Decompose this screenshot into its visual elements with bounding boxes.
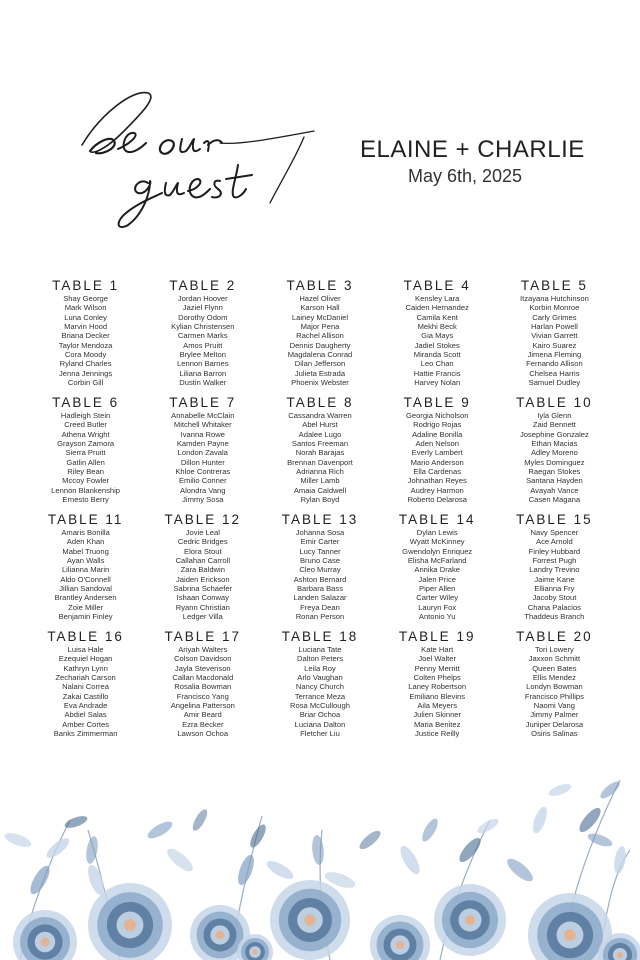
guest-name: Queen Bates — [532, 663, 577, 673]
guest-name: Mekhi Beck — [417, 322, 457, 332]
guest-name: Banks Zimmerman — [53, 729, 118, 739]
guest-name: Maria Benitez — [413, 719, 461, 729]
guest-name: Bruno Case — [299, 556, 341, 566]
guest-name: Mabel Truong — [62, 546, 109, 556]
guest-name: Kathryn Lynn — [63, 663, 108, 673]
guest-name: Naomi Vang — [533, 701, 575, 711]
guest-name: Jaziel Flynn — [182, 303, 223, 313]
guest-name: Thaddeus Branch — [524, 612, 585, 622]
guest-name: Justice Reilly — [415, 729, 460, 739]
guest-name: Jordan Hoover — [177, 294, 228, 303]
guest-name: Piper Allen — [419, 584, 456, 594]
guest-name: Jayla Stevenson — [174, 663, 231, 673]
guest-name: Nancy Church — [295, 682, 345, 692]
guest-name: Landry Trevino — [529, 565, 580, 575]
guest-name: Mario Anderson — [410, 457, 464, 467]
seating-grid — [27, 278, 613, 742]
guest-name: Lilianna Marin — [61, 565, 110, 575]
guest-name: Dorothy Odom — [178, 312, 228, 322]
guest-name: Jimmy Sosa — [182, 495, 224, 505]
guest-name: Major Pena — [300, 322, 340, 332]
guest-name: Josephine Gonzalez — [519, 429, 589, 439]
table-title: TABLE 7 — [169, 395, 237, 410]
guest-name: Casen Magana — [528, 495, 581, 505]
guest-name: Ezequiel Hogan — [58, 654, 113, 664]
table-title: TABLE 14 — [398, 512, 476, 527]
guest-name: Elora Stout — [184, 546, 222, 556]
guest-name: London Zavala — [177, 448, 228, 458]
guest-name: Lennon Blankenship — [51, 485, 120, 495]
guest-name: Briar Ochoa — [299, 710, 341, 720]
guest-name: Cleo Murray — [299, 565, 341, 575]
guest-name: Dennis Daugherty — [289, 340, 351, 350]
guest-name: Cassandra Warren — [288, 411, 352, 420]
guest-name: Zara Baldwin — [180, 565, 225, 575]
guest-name: Antonio Yu — [418, 612, 456, 622]
guest-name: Elisha McFarland — [407, 556, 467, 566]
guest-name: Nalani Correa — [62, 682, 110, 692]
guest-name: Angelina Patterson — [170, 701, 235, 711]
guest-name: Jimmy Palmer — [530, 710, 579, 720]
guest-name: Camila Kent — [416, 312, 458, 322]
guest-name: Hazel Oliver — [299, 294, 341, 303]
guest-name: Shay George — [63, 294, 108, 303]
guest-name: Hattie Francis — [413, 368, 461, 378]
guest-name: Adalee Lugo — [298, 429, 342, 439]
table-title: TABLE 4 — [403, 278, 471, 293]
table-block — [144, 278, 261, 391]
guest-name: Harlan Powell — [530, 322, 578, 332]
sign-header — [0, 0, 640, 270]
guest-name: Corbin Gill — [67, 378, 104, 388]
table-block — [496, 512, 613, 625]
guest-name: Ellianna Fry — [534, 584, 575, 594]
guest-name: Lennon Barnes — [177, 359, 229, 369]
guest-name: Everly Lambert — [411, 448, 463, 458]
guest-name: Francisco Yang — [176, 691, 229, 701]
guest-name: Adley Moreno — [530, 448, 578, 458]
guest-name: Leila Roy — [304, 663, 336, 673]
guest-name: Kylian Christensen — [171, 322, 235, 332]
table-title: TABLE 1 — [52, 278, 120, 293]
guest-name: Ellis Mendez — [532, 673, 576, 683]
guest-name: Johnathan Reyes — [407, 476, 467, 486]
guest-name: Laney Robertson — [408, 682, 467, 692]
guest-name: Carter Wiley — [416, 593, 459, 603]
guest-name: Barbara Bass — [296, 584, 343, 594]
guest-name: Sabrina Schaefer — [173, 584, 233, 594]
guest-name: Ronan Person — [295, 612, 345, 622]
guest-name: Benjamin Finley — [58, 612, 113, 622]
rose-flowers-icon — [13, 880, 640, 960]
guest-name: Athena Wright — [61, 429, 110, 439]
guest-name: Jaxxon Schmitt — [528, 654, 581, 664]
table-block — [27, 278, 144, 391]
guest-name: Amos Pruitt — [183, 340, 223, 350]
guest-name: Lauryn Fox — [418, 602, 457, 612]
guest-name: Gatlin Allen — [66, 457, 105, 467]
guest-name: Fernando Allison — [526, 359, 583, 369]
guest-name: Liliana Barron — [179, 368, 227, 378]
table-block — [144, 395, 261, 508]
guest-name: Chana Palacios — [527, 602, 581, 612]
guest-name: Kate Hart — [421, 645, 454, 654]
guest-name: Joel Walter — [418, 654, 457, 664]
couple-block — [360, 136, 585, 187]
guest-name: Kensley Lara — [415, 294, 460, 303]
guest-name: Julien Skinner — [413, 710, 462, 720]
table-block — [261, 278, 378, 391]
guest-name: Jenna Jennings — [58, 368, 113, 378]
guest-name: Luciana Tate — [298, 645, 342, 654]
guest-name: Jovie Leal — [185, 528, 220, 537]
guest-name: Brantley Andersen — [54, 593, 117, 603]
guest-name: Gia Mays — [421, 331, 454, 341]
guest-name: Annabelle McClain — [171, 411, 235, 420]
guest-name: Avayah Vance — [530, 485, 579, 495]
guest-name: Miller Lamb — [300, 476, 340, 486]
guest-name: Kairo Suarez — [532, 340, 577, 350]
guest-name: Colson Davidson — [174, 654, 232, 664]
guest-name: Roberto Delarosa — [407, 495, 467, 505]
guest-name: Norah Barajas — [295, 448, 345, 458]
table-title: TABLE 13 — [281, 512, 359, 527]
guest-name: Korbin Monroe — [529, 303, 580, 313]
guest-name: Ezra Becker — [182, 719, 224, 729]
guest-name: Harvey Nolan — [414, 378, 461, 388]
guest-name: Jimena Fleming — [527, 350, 582, 360]
guest-name: Jadiel Stokes — [414, 340, 460, 350]
table-title: TABLE 3 — [286, 278, 354, 293]
guest-name: Abel Hurst — [302, 420, 338, 430]
guest-name: Julieta Estrada — [294, 368, 346, 378]
guest-name: Hadleigh Stein — [60, 411, 111, 420]
guest-name: Emiliano Blevins — [409, 691, 466, 701]
table-block — [379, 629, 496, 742]
floral-border — [0, 760, 640, 960]
guest-name: Amaia Caldwell — [293, 485, 347, 495]
guest-name: Eva Andrade — [63, 701, 108, 711]
guest-name: Navy Spencer — [530, 528, 579, 537]
guest-name: Taylor Mendoza — [58, 340, 113, 350]
guest-name: Aldo O'Connell — [60, 574, 111, 584]
guest-name: Gwendolyn Enriquez — [402, 546, 473, 556]
guest-name: Dustin Walker — [179, 378, 227, 388]
table-title: TABLE 9 — [403, 395, 471, 410]
guest-name: Luciana Dalton — [294, 719, 346, 729]
guest-name: Fletcher Liu — [300, 729, 340, 739]
guest-name: Terrance Meza — [294, 691, 346, 701]
table-title: TABLE 20 — [516, 629, 593, 644]
table-block — [496, 278, 613, 391]
guest-name: Adrianna Rich — [296, 467, 344, 477]
event-date: May 6th, 2025 — [407, 166, 523, 186]
guest-name: Itzayana Hutchinson — [519, 294, 589, 303]
guest-name: Abdiel Salas — [64, 710, 107, 720]
guest-name: Aden Khan — [66, 537, 105, 547]
guest-name: Zaid Bennett — [532, 420, 576, 430]
guest-name: Myles Dominguez — [524, 457, 585, 467]
guest-name: Lainey McDaniel — [291, 312, 349, 322]
guest-name: Arlo Vaughan — [297, 673, 343, 683]
guest-name: Dilan Jefferson — [294, 359, 346, 369]
guest-name: Aden Nelson — [415, 439, 459, 449]
guest-name: Grayson Zamora — [57, 439, 115, 449]
guest-name: Ella Cardenas — [413, 467, 462, 477]
guest-name: Amaris Bonilla — [61, 528, 110, 537]
couple-names: ELAINE + CHARLIE — [360, 136, 585, 163]
table-block — [144, 512, 261, 625]
guest-name: Kamden Payne — [176, 439, 229, 449]
guest-name: Landen Salazar — [293, 593, 347, 603]
guest-name: Dalton Peters — [296, 654, 343, 664]
guest-name: Amir Beard — [183, 710, 222, 720]
table-title: TABLE 8 — [286, 395, 354, 410]
guest-name: Callan Macdonald — [172, 673, 234, 683]
guest-name: Adaline Bonilla — [412, 429, 463, 439]
guest-name: Ace Arnold — [536, 537, 573, 547]
guest-name: Rodrigo Rojas — [413, 420, 462, 430]
table-block — [27, 512, 144, 625]
guest-name: Alondra Vang — [180, 485, 226, 495]
script-title-art — [70, 85, 330, 245]
table-title: TABLE 11 — [47, 512, 124, 527]
guest-name: Jillian Sandoval — [59, 584, 112, 594]
guest-name: Cedric Bridges — [177, 537, 228, 547]
guest-name: Ashton Bernard — [293, 574, 347, 584]
guest-name: Lucy Tanner — [299, 546, 341, 556]
guest-name: Santana Hayden — [526, 476, 583, 486]
guest-name: Zakai Castillo — [62, 691, 109, 701]
guest-name: Penny Merritt — [414, 663, 460, 673]
guest-name: Miranda Scott — [413, 350, 461, 360]
table-title: TABLE 19 — [398, 629, 476, 644]
guest-name: Jalen Price — [418, 574, 456, 584]
table-block — [144, 629, 261, 742]
guest-name: Wyatt McKinney — [409, 537, 465, 547]
table-block — [379, 278, 496, 391]
guest-name: Georgia Nicholson — [405, 411, 469, 420]
guest-name: Jacoby Stout — [532, 593, 577, 603]
table-title: TABLE 17 — [164, 629, 242, 644]
guest-name: Briana Decker — [61, 331, 110, 341]
guest-name: Juniper Delarosa — [525, 719, 584, 729]
guest-name: Ledger Villa — [182, 612, 223, 622]
guest-name: Ryann Christian — [175, 602, 230, 612]
guest-name: Ivanna Rowe — [180, 429, 225, 439]
guest-name: Phoenix Webster — [291, 378, 349, 388]
guest-name: Callahan Carroll — [175, 556, 231, 566]
table-block — [27, 629, 144, 742]
guest-name: Santos Freeman — [291, 439, 349, 449]
guest-name: Finley Hubbard — [528, 546, 581, 556]
guest-name: Jaiden Erickson — [175, 574, 230, 584]
guest-name: Ayan Walls — [66, 556, 105, 566]
guest-name: Magdalena Conrad — [287, 350, 353, 360]
table-block — [27, 395, 144, 508]
table-block — [379, 512, 496, 625]
table-block — [261, 629, 378, 742]
guest-name: Colten Phelps — [413, 673, 461, 683]
guest-name: Riley Bean — [67, 467, 104, 477]
guest-name: Karson Hall — [300, 303, 340, 313]
guest-name: Leo Chan — [420, 359, 454, 369]
guest-name: Lawson Ochoa — [177, 729, 229, 739]
guest-name: Ernesto Berry — [62, 495, 109, 505]
guest-name: Rosa McCullough — [290, 701, 350, 711]
guest-name: Vivian Garrett — [531, 331, 578, 341]
guest-name: Emir Carter — [300, 537, 340, 547]
guest-name: Mitchell Whitaker — [173, 420, 232, 430]
table-title: TABLE 15 — [516, 512, 593, 527]
table-block — [379, 395, 496, 508]
table-title: TABLE 10 — [516, 395, 593, 410]
guest-name: Freya Dean — [300, 602, 340, 612]
guest-name: Forrest Pugh — [532, 556, 577, 566]
guest-name: Mccoy Fowler — [62, 476, 110, 486]
guest-name: Iyla Glenn — [537, 411, 572, 420]
guest-name: Rosalia Bowman — [174, 682, 232, 692]
guest-name: Rachel Allison — [296, 331, 344, 341]
guest-name: Zoie Miller — [68, 602, 104, 612]
guest-name: Khloe Contreras — [175, 467, 231, 477]
guest-name: Luna Conley — [64, 312, 107, 322]
guest-name: Annika Drake — [414, 565, 460, 575]
table-title: TABLE 16 — [47, 629, 124, 644]
guest-name: Ryland Charles — [59, 359, 112, 369]
guest-name: Carmen Marks — [177, 331, 228, 341]
guest-name: Chelsea Harris — [529, 368, 580, 378]
table-title: TABLE 12 — [164, 512, 242, 527]
guest-name: Marvin Hood — [64, 322, 108, 332]
table-block — [261, 395, 378, 508]
guest-name: Brennan Davenport — [287, 457, 353, 467]
guest-name: Carly Grimes — [532, 312, 577, 322]
guest-name: Ariyah Walters — [178, 645, 228, 654]
guest-name: Raegan Stokes — [528, 467, 581, 477]
guest-name: Londyn Bowman — [526, 682, 583, 692]
guest-name: Luisa Hale — [67, 645, 104, 654]
guest-name: Aila Meyers — [417, 701, 458, 711]
guest-name: Jaime Kane — [534, 574, 575, 584]
table-title: TABLE 18 — [281, 629, 359, 644]
guest-name: Amber Cortes — [62, 719, 110, 729]
table-block — [261, 512, 378, 625]
guest-name: Emilio Conner — [178, 476, 227, 486]
guest-name: Dillon Hunter — [180, 457, 225, 467]
guest-name: Francisco Phillips — [524, 691, 584, 701]
guest-name: Caiden Hernandez — [405, 303, 469, 313]
guest-name: Mark Wilson — [64, 303, 107, 313]
guest-name: Brylee Melton — [179, 350, 226, 360]
guest-name: Dylan Lewis — [416, 528, 458, 537]
guest-name: Tori Lowery — [534, 645, 574, 654]
table-title: TABLE 6 — [52, 395, 120, 410]
table-block — [496, 395, 613, 508]
guest-name: Zechariah Carson — [55, 673, 116, 683]
guest-name: Cora Moody — [64, 350, 107, 360]
table-block — [496, 629, 613, 742]
guest-name: Sierra Pruitt — [65, 448, 106, 458]
guest-name: Ethan Macias — [531, 439, 578, 449]
guest-name: Audrey Harmon — [410, 485, 464, 495]
table-title: TABLE 5 — [520, 278, 588, 293]
guest-name: Johanna Sosa — [295, 528, 345, 537]
guest-name: Osiris Salinas — [531, 729, 578, 739]
table-title: TABLE 2 — [169, 278, 237, 293]
guest-name: Ishaan Conway — [176, 593, 229, 603]
guest-name: Rylan Boyd — [300, 495, 340, 505]
guest-name: Samuel Dudley — [528, 378, 581, 388]
guest-name: Creed Butler — [64, 420, 107, 430]
